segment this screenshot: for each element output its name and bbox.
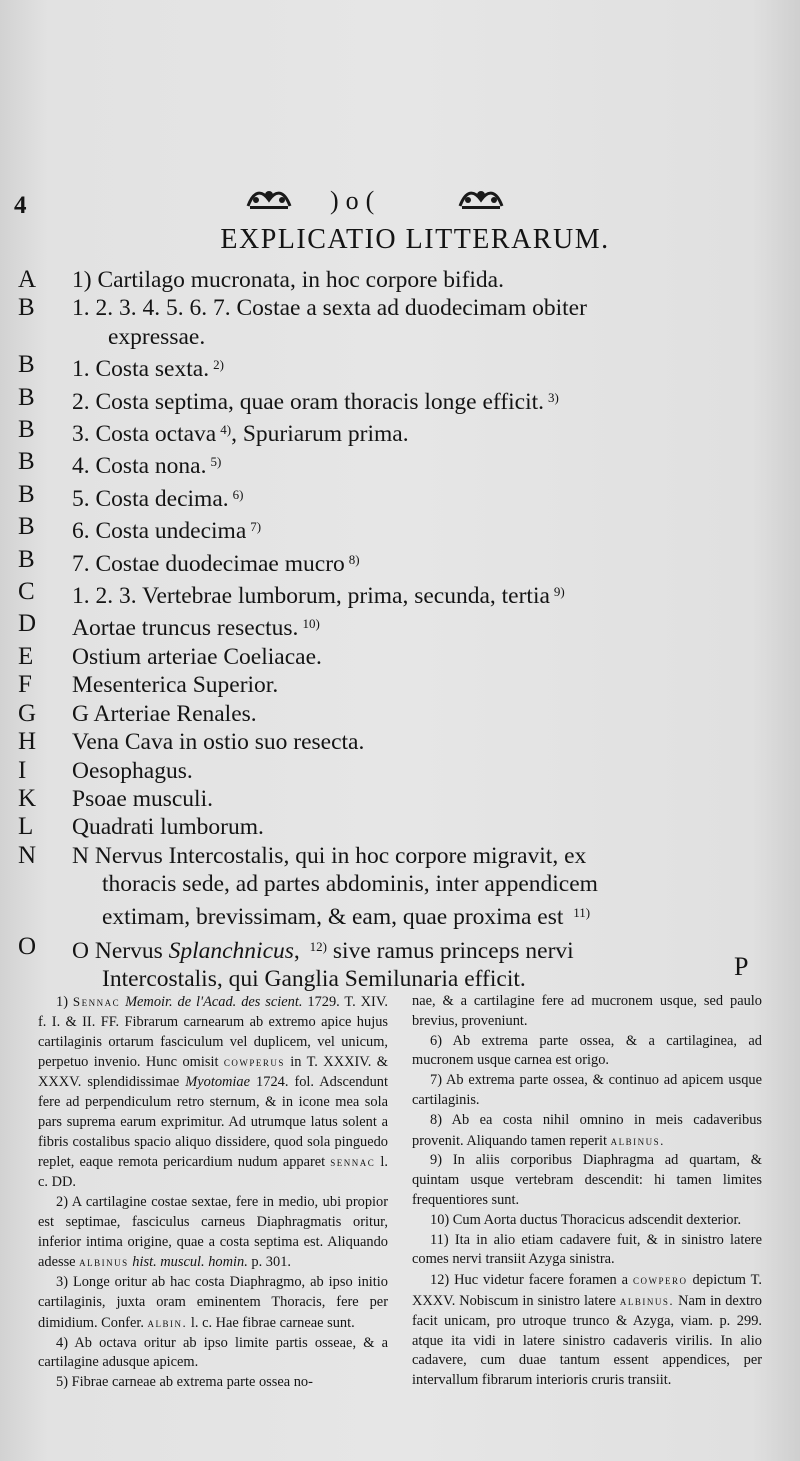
entry-o bbox=[0, 933, 800, 994]
entry-row bbox=[0, 546, 800, 578]
entry-letter: O bbox=[18, 932, 37, 960]
entry-text: Mesenterica Superior. bbox=[72, 672, 279, 699]
entry-row bbox=[0, 785, 800, 813]
italic-term: Splanchnicus bbox=[168, 937, 294, 964]
entry-letter: C bbox=[18, 578, 35, 606]
footnotes bbox=[38, 992, 762, 1393]
entry-text: 3. Costa octava $^{4)}$, Spuriarum prima. bbox=[72, 421, 409, 448]
footnotes-right-column bbox=[412, 992, 762, 1393]
entry-letter: A bbox=[18, 266, 37, 293]
entry-letter: F bbox=[18, 671, 32, 699]
entry-row bbox=[0, 351, 800, 383]
footnote-n12: 12) Huc videtur facere foramen a cowpero depictum T. XXXV. Nobiscum in sinistro latere albinus. Nam in dextro facit unicam, pro utroque trunco & Azyga, viam. p. 299. atque ita vidi in latere sinistro cadaveris virilis. In alio cadavere, cum duae tantum essent appendices, per intervallum fibrarum interioris cruris transiit. bbox=[412, 1272, 762, 1389]
entry-row bbox=[0, 813, 800, 841]
entry-letter: H bbox=[18, 728, 37, 756]
entry-text: O Nervus Splanchnicus, $^{12)}$ sive ramus princeps nervi Intercostalis, qui Ganglia Semilunaria efficit. bbox=[72, 937, 574, 993]
entry-text: Aortae truncus resectus. $^{10)}$ bbox=[72, 615, 320, 642]
entry-row bbox=[0, 610, 800, 642]
footnote-ref: 6) bbox=[232, 486, 244, 502]
entry-letter: B bbox=[18, 480, 35, 508]
footnote-ref: 8) bbox=[348, 551, 360, 567]
footnote-ref: 5) bbox=[210, 454, 222, 470]
entry-row bbox=[0, 513, 800, 545]
footnote-ref: 11) bbox=[573, 904, 591, 920]
footnote-ref: 4) bbox=[220, 422, 232, 438]
entry-letter: D bbox=[18, 610, 37, 638]
page-number: 4 bbox=[14, 192, 27, 219]
floral-ornament-icon bbox=[456, 186, 506, 212]
entry-row bbox=[0, 416, 800, 448]
footnote-ref: 2) bbox=[213, 357, 224, 373]
entry-row bbox=[0, 643, 800, 671]
entry-text: 7. Costae duodecimae mucro $^{8)}$ bbox=[72, 550, 360, 577]
entry-continuation: expressae. bbox=[108, 323, 206, 350]
entry-row bbox=[0, 448, 800, 480]
footnote-n1: 1) Sennac Memoir. de l'Acad. des scient. 1729. T. XIV. f. I. & II. FF. Fibrarum carnearum ab extremo apice hujus cartilaginis ortarum fasciculum vel duplicem, vel unicum, perpetuo invenio. Hunc omisit cowperus in T. XXXIV. & XXXV. splendidissimae Myotomiae 1724. fol. Adscendunt fere ad perpendiculum retro sternum, & in icone mea sola pars suprema earum exprimitur. Ad utrumque latus solent a fibris costalibus spacio aliquo dissidere, quod sola pinguedo replet, eaque remota pericardium nudum apparet sennac l. c. DD. bbox=[38, 994, 388, 1191]
entry-text: 1. Costa sexta. $^{2)}$ bbox=[72, 356, 224, 383]
entry-text: Psoae musculi. bbox=[72, 785, 213, 812]
entry-letter: G bbox=[18, 699, 37, 727]
entry-row bbox=[0, 481, 800, 513]
entry-text: Quadrati lumborum. bbox=[72, 814, 264, 841]
divider bbox=[40, 988, 760, 989]
entry-text: 1) Cartilago mucronata, in hoc corpore bifida. bbox=[72, 267, 504, 293]
floral-ornament-icon bbox=[244, 186, 294, 212]
footnote-n4: 4) Ab octava oritur ab ipso limite partis osseae, & a cartilagine adusque apicem. bbox=[38, 1334, 388, 1371]
entry-letter: N bbox=[18, 841, 37, 869]
footnote-n8: 8) Ab ea costa nihil omnino in meis cadaveribus provenit. Aliquando tamen reperit albinus. bbox=[412, 1111, 762, 1149]
entry-text: Oesophagus. bbox=[72, 757, 193, 784]
entry-letter: B bbox=[18, 545, 35, 573]
entry-text: 6. Costa undecima $^{7)}$ bbox=[72, 518, 262, 545]
entry-letter: I bbox=[18, 756, 27, 784]
entry-n bbox=[0, 842, 800, 931]
footnote-n3: 3) Longe oritur ab hac costa Diaphragmo, ab ipso initio cartilaginis, juxta oram eminentem Thoracis, fere per dimidium. Confer. albin. l. c. Hae fibrae carneae sunt. bbox=[38, 1274, 388, 1331]
footnotes-left-column bbox=[38, 992, 388, 1393]
entry-row bbox=[0, 757, 800, 785]
footnote-n9: 9) In aliis corporibus Diaphragma ad quartam, & quintam usque vertebram descendit: hi tamen limites frequentiores sunt. bbox=[412, 1152, 762, 1208]
footnote-n11: 11) Ita in alio etiam cadavere fuit, & in sinistro latere comes nervi transiit Azyga sinistra. bbox=[412, 1231, 762, 1268]
footnote-ref: 10) bbox=[302, 616, 320, 632]
entry-text: N Nervus Intercostalis, qui in hoc corpore migravit, ex thoracis sede, ad partes abdominis, inter appendicem extimam, brevissimam, & eam, quae proxima est $^{11)}$ bbox=[72, 842, 598, 930]
entry-letter: B bbox=[18, 416, 35, 444]
footnote-n6: 6) Ab extrema parte ossea, & a cartilaginea, ad mucronem usque carnea est origo. bbox=[412, 1032, 762, 1069]
entry-letter: K bbox=[18, 784, 37, 812]
footnote-ref: 3) bbox=[548, 389, 559, 405]
header-mark: )o( bbox=[330, 186, 382, 215]
entry-row bbox=[0, 578, 800, 610]
entry-letter: B bbox=[18, 294, 35, 322]
footnote-ref: 9) bbox=[553, 584, 565, 600]
entry-letter: L bbox=[18, 813, 34, 841]
catchword: P bbox=[734, 952, 749, 981]
entry-row bbox=[0, 728, 800, 756]
entry-letter: B bbox=[18, 351, 35, 379]
footnote-n2: 2) A cartilagine costae sextae, fere in medio, ubi propior est septimae, fasciculus carneus Diaphragmatis oritur, inferior intima origine, quae a costa septima est. Aliquando adesse albinus hist. muscul. homin. p. 301. bbox=[38, 1193, 388, 1271]
footnote-n5: 5) Fibrae carneae ab extrema parte ossea no- bbox=[56, 1374, 313, 1391]
footnote-n7: 7) Ab extrema parte ossea, & continuo ad apicem usque cartilaginis. bbox=[412, 1072, 762, 1108]
footnote-n5b: nae, & a cartilagine fere ad mucronem usque, sed paulo brevius, proveniunt. bbox=[412, 993, 762, 1029]
page-title: EXPLICATIO LITTERARUM. bbox=[220, 224, 610, 255]
page-header bbox=[0, 182, 800, 222]
entry-text: 2. Costa septima, quae oram thoracis longe efficit. $^{3)}$ bbox=[72, 388, 559, 415]
letter-explanations bbox=[0, 266, 800, 994]
footnote-n10: 10) Cum Aorta ductus Thoracicus adscendit dexterior. bbox=[430, 1211, 742, 1228]
entry-letter: B bbox=[18, 513, 35, 541]
entry-letter: E bbox=[18, 642, 34, 670]
entry-row bbox=[0, 266, 800, 294]
entry-row bbox=[0, 294, 800, 351]
entry-text: Vena Cava in ostio suo resecta. bbox=[72, 729, 365, 756]
entry-row bbox=[0, 671, 800, 699]
entry-row bbox=[0, 384, 800, 416]
footnote-ref: 7) bbox=[250, 519, 262, 535]
entry-text: 1. 2. 3. Vertebrae lumborum, prima, secunda, tertia $^{9)}$ bbox=[72, 583, 565, 610]
entry-row bbox=[0, 700, 800, 728]
entry-text: G Arteriae Renales. bbox=[72, 700, 257, 727]
entry-text: Ostium arteriae Coeliacae. bbox=[72, 643, 322, 670]
footnote-ref: 12) bbox=[309, 938, 328, 954]
entry-text: 1. 2. 3. 4. 5. 6. 7. Costae a sexta ad duodecimam obiter expressae. bbox=[72, 294, 768, 351]
entry-letter: B bbox=[18, 448, 35, 476]
entry-letter: B bbox=[18, 383, 35, 411]
entry-text: 4. Costa nona. $^{5)}$ bbox=[72, 453, 222, 480]
entry-text: 5. Costa decima. $^{6)}$ bbox=[72, 485, 244, 512]
